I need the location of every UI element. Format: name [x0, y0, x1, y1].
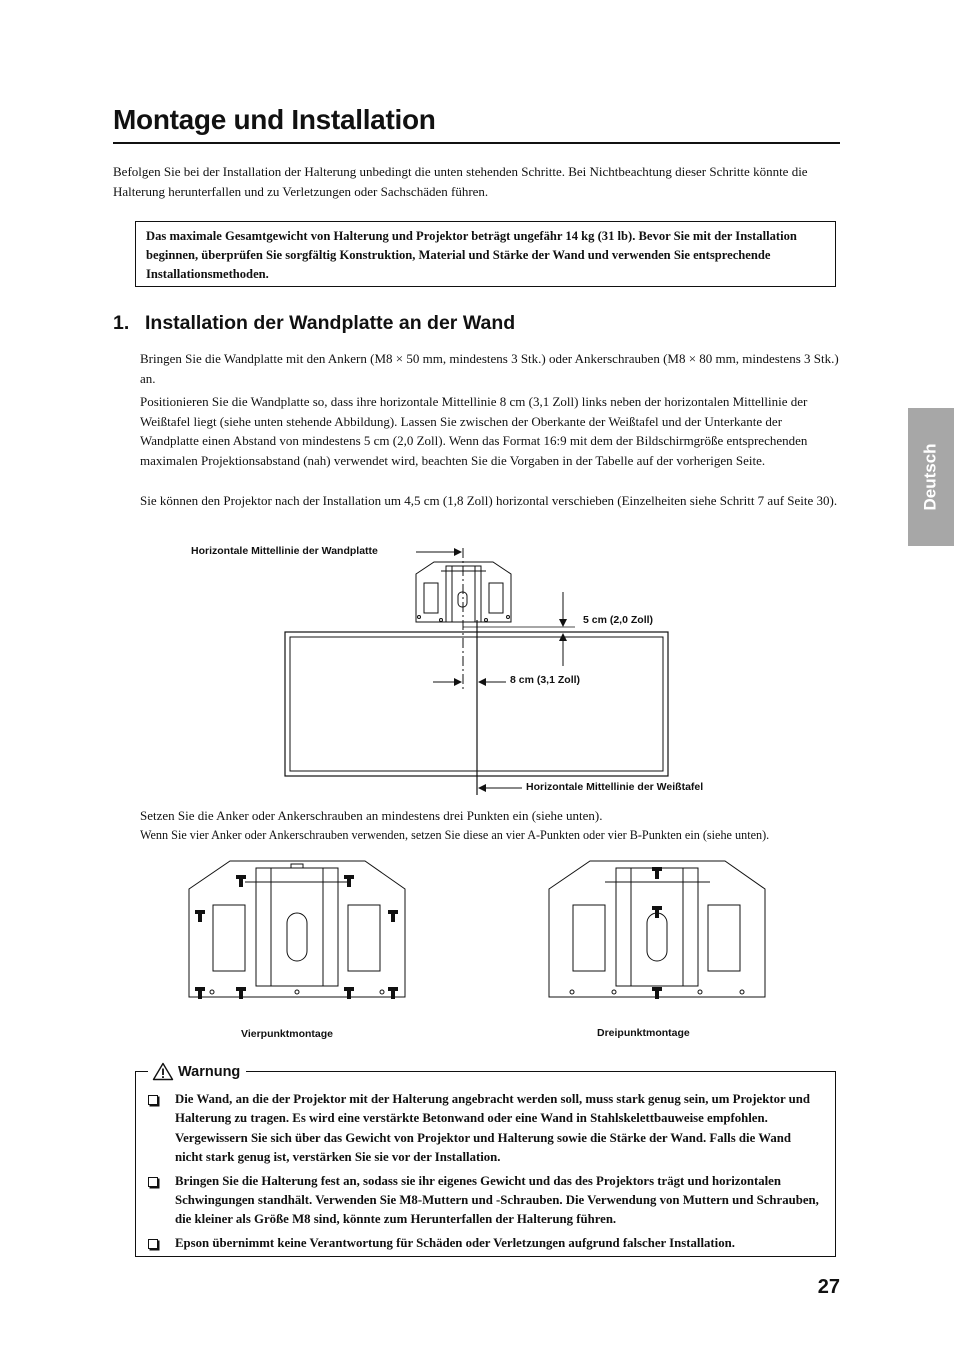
label-plate-center: Horizontale Mittellinie der Wandplatte — [191, 545, 378, 557]
paragraph-positioning: Positionieren Sie die Wandplatte so, dass ihre horizontale Mittellinie 8 cm (3,1 Zoll) links neben der horizontalen Mittellinie der Weißtafel liegt (siehe unten stehende Abbildung). Lassen Sie zwischen der Oberkante der Weißtafel und der Unterkante der Wandplatte einen Abstand von mindestens 5 cm (2,0 Zoll). Wenn das Format 16:9 mit dem der Bildschirmgröße entsprechenden maximalen Projektionsabstand (nah) verwendet wird, beachten Sie die Vorgaben in der Tabelle auf der vorherigen Seite. — [140, 394, 808, 468]
warning-item — [145, 1234, 820, 1253]
section-number: 1. — [113, 312, 130, 334]
label-three-point: Dreipunktmontage — [597, 1027, 690, 1039]
paragraph-shift: Sie können den Projektor nach der Installation um 4,5 cm (1,8 Zoll) horizontal verschieben (Einzelheiten siehe Schritt 7 auf Seite 30). — [140, 493, 838, 508]
intro-paragraph: Befolgen Sie bei der Installation der Halterung unbedingt die unten stehenden Schritte. Bei Nichtbeachtung dieser Schritte könnte die Halterung herunterfallen und zu Verletzungen oder Sachschäden führen. — [113, 164, 808, 199]
label-four-point: Vierpunktmontage — [241, 1028, 333, 1040]
section-title: Installation der Wandplatte an der Wand — [145, 312, 516, 334]
three-point-plate — [549, 861, 765, 997]
four-point-plate — [189, 861, 405, 997]
warning-title: Warnung — [178, 1063, 241, 1080]
paragraph-four-points: Wenn Sie vier Anker oder Ankerschrauben verwenden, setzen Sie diese an vier A-Punkten oder vier B-Punkten ein (siehe unten). — [140, 828, 770, 842]
warning-item-text: Epson übernimmt keine Verantwortung für Schäden oder Verletzungen aufgrund falscher Installation. — [175, 1235, 735, 1250]
paragraph-anchors: Bringen Sie die Wandplatte mit den Ankern (M8 × 50 mm, mindestens 3 Stk.) oder Ankerschrauben (M8 × 80 mm, mindestens 3 Stk.) an. — [140, 351, 839, 386]
page-number: 27 — [817, 1276, 840, 1298]
language-tab-label: Deutsch — [921, 443, 941, 511]
warning-item-text: Bringen Sie die Halterung fest an, sodass sie ihr eigenes Gewicht und das des Projektors trägt und horizontalen Schwingungen standhält. Verwenden Sie M8-Muttern und -Schrauben. Die Verwendung von Muttern und Schrauben, die kleiner als Größe M8 sind, könnte zum Herunterfallen der Halterung führen. — [175, 1173, 819, 1227]
page-title: Montage und Installation — [113, 104, 840, 144]
weight-notice-text: Das maximale Gesamtgewicht von Halterung und Projektor beträgt ungefähr 14 kg (31 lb). Bevor Sie mit der Installation beginnen, überprüfen Sie sorgfältig Konstruktion, Material und Stärke der Wand und verwenden Sie entsprechende Installationsmethoden. — [146, 229, 797, 281]
label-offset: 8 cm (3,1 Zoll) — [510, 674, 581, 686]
warning-item-text: Die Wand, an die der Projektor mit der Halterung angebracht werden soll, muss stark genug sein, um Projektor und Halterung zu tragen. Es wird eine verstärkte Betonwand oder eine Wand in Stahlskelettbauweise empfohlen. Vergewissern Sie sich über das Gewicht von Projektor und Halterung sowie die Stärke der Wand. Falls die Wand nicht stark genug ist, verstärken Sie sie vor der Installation. — [175, 1092, 811, 1165]
warning-list — [145, 1090, 820, 1257]
paragraph-three-points: Setzen Sie die Anker oder Ankerschrauben an mindestens drei Punkten ein (siehe unten). — [140, 808, 603, 823]
warning-icon — [152, 1062, 174, 1081]
warning-header — [148, 1062, 246, 1081]
label-board-center: Horizontale Mittellinie der Weißtafel — [526, 781, 704, 793]
checkbox-bullet-icon — [148, 1239, 158, 1249]
warning-item — [145, 1090, 820, 1168]
warning-item — [145, 1172, 820, 1230]
checkbox-bullet-icon — [148, 1095, 158, 1105]
label-gap: 5 cm (2,0 Zoll) — [583, 614, 654, 626]
checkbox-bullet-icon — [148, 1177, 158, 1187]
